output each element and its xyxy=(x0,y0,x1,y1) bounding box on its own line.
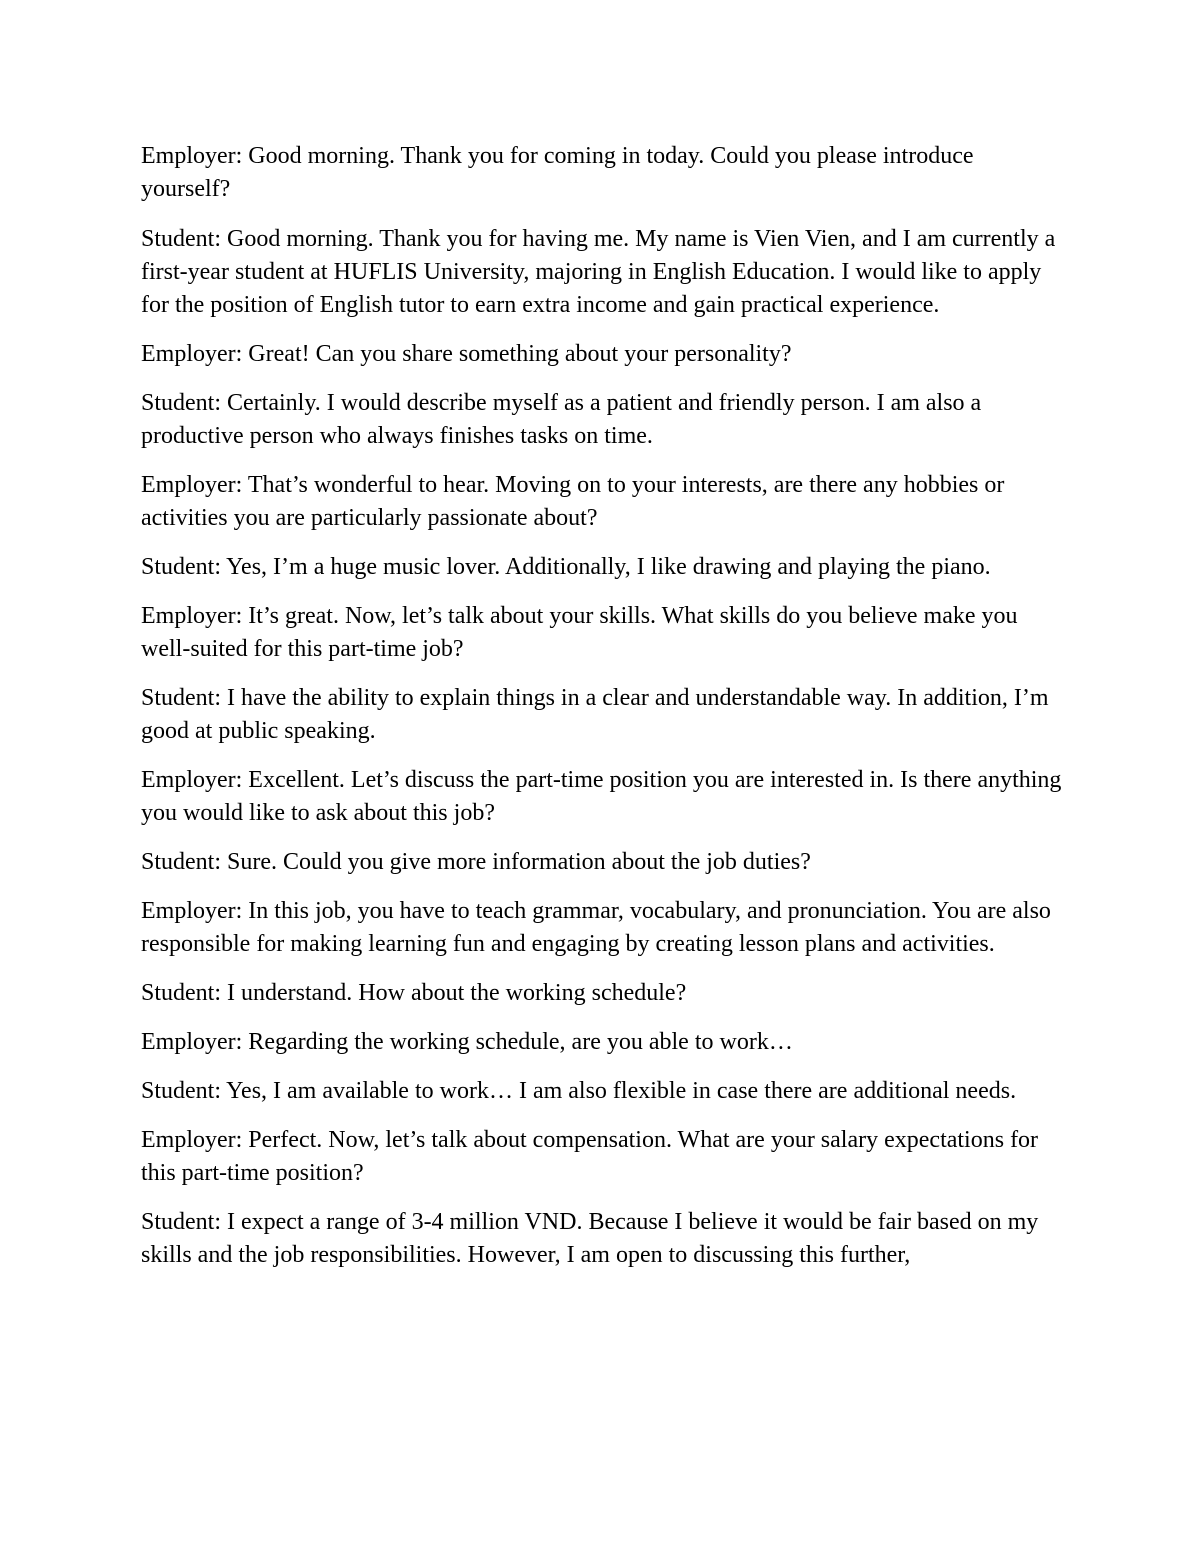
dialogue-paragraph-16: Student: I expect a range of 3-4 million VND. Because I believe it would be fair based on my skills and the job responsibilities. However, I am open to discussing this further, xyxy=(141,1209,1039,1268)
dialogue-paragraph-4: Student: Certainly. I would describe myself as a patient and friendly person. I am also a productive person who always finishes tasks on time. xyxy=(141,390,982,449)
dialogue-paragraph-11: Employer: In this job, you have to teach grammar, vocabulary, and pronunciation. You are also responsible for making learning fun and engaging by creating lesson plans and activities. xyxy=(141,898,1051,957)
dialogue-paragraph-3: Employer: Great! Can you share something about your personality? xyxy=(141,341,792,367)
dialogue-paragraph-13: Employer: Regarding the working schedule, are you able to work… xyxy=(141,1029,793,1055)
dialogue-paragraph-12: Student: I understand. How about the working schedule? xyxy=(141,980,687,1006)
dialogue-paragraph-8: Student: I have the ability to explain things in a clear and understandable way. In addition, I’m good at public speaking. xyxy=(141,685,1049,744)
dialogue-paragraph-10: Student: Sure. Could you give more information about the job duties? xyxy=(141,849,811,875)
dialogue-paragraph-5: Employer: That’s wonderful to hear. Moving on to your interests, are there any hobbies or activities you are particularly passionate about? xyxy=(141,472,1005,531)
dialogue-paragraph-6: Student: Yes, I’m a huge music lover. Additionally, I like drawing and playing the piano. xyxy=(141,554,991,580)
dialogue-paragraph-7: Employer: It’s great. Now, let’s talk about your skills. What skills do you believe make you well-suited for this part-time job? xyxy=(141,603,1018,662)
dialogue-paragraph-1: Employer: Good morning. Thank you for coming in today. Could you please introduce yourself? xyxy=(141,143,974,202)
dialogue-paragraph-9: Employer: Excellent. Let’s discuss the part-time position you are interested in. Is there anything you would like to ask about this job? xyxy=(141,767,1062,826)
dialogue-paragraph-14: Student: Yes, I am available to work… I am also flexible in case there are additional needs. xyxy=(141,1078,1017,1104)
dialogue-paragraph-2: Student: Good morning. Thank you for having me. My name is Vien Vien, and I am currently a first-year student at HUFLIS University, majoring in English Education. I would like to apply for the position of English tutor to earn extra income and gain practical experience. xyxy=(141,226,1056,318)
dialogue-paragraph-15: Employer: Perfect. Now, let’s talk about compensation. What are your salary expectations for this part-time position? xyxy=(141,1127,1039,1186)
